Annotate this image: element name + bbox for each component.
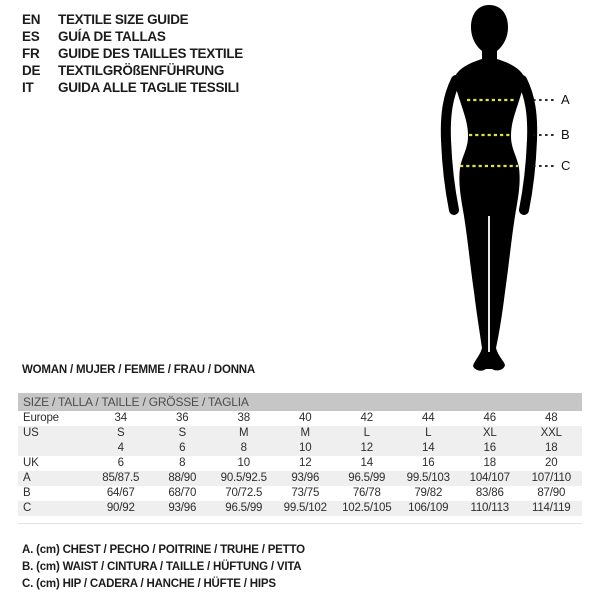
size-table-row [18,486,582,501]
size-cell: 34 [114,412,127,424]
size-row-label [18,441,90,456]
size-cell: XXL [540,427,562,439]
size-cell: 87/90 [537,487,566,499]
size-cell: 36 [176,412,189,424]
size-cell: 114/119 [532,502,571,514]
size-cell: 90.5/92.5 [220,472,267,484]
woman-silhouette-graphic [403,0,600,380]
size-cell: 68/70 [168,487,197,499]
language-row [22,45,243,62]
size-cell: 110/113 [470,502,509,514]
size-cell: 96.5/99 [225,502,263,514]
size-cell: 48 [545,412,558,424]
size-row-label: Europe [23,412,59,424]
size-cell: 90/92 [106,502,135,514]
hip-legend-line: C. (cm) HIP / CADERA / HANCHE / HÜFTE / HIPS [22,578,276,590]
size-cell: 104/107 [469,472,510,484]
size-cell: 14 [360,457,373,469]
size-cell: 38 [237,412,250,424]
size-cell: 16 [422,457,435,469]
size-row-label: C [23,502,32,514]
size-cell: 102.5/105 [342,502,392,514]
size-table-row [18,471,582,486]
size-cell: 42 [360,412,373,424]
size-cell: S [117,427,125,439]
size-figure [403,0,600,380]
size-cell: 46 [483,412,496,424]
language-code: ES [22,29,40,44]
size-table-row [18,411,582,426]
size-table-body [18,411,582,516]
size-cell: 79/82 [414,487,443,499]
size-cell: 16 [483,442,496,454]
size-cell: 12 [360,442,373,454]
language-row [22,79,243,96]
size-cell: 12 [299,457,312,469]
size-cell: 10 [299,442,312,454]
size-cell: 14 [422,442,435,454]
table-bottom-divider [18,523,582,524]
size-cell: 44 [422,412,435,424]
size-cell: 73/75 [291,487,320,499]
size-cell: 106/109 [408,502,449,514]
size-row-label: A [23,472,31,484]
size-cell: 93/96 [291,472,320,484]
size-row-label: B [23,487,31,499]
hip-marker-label: C [561,158,571,173]
size-cell: L [425,427,432,439]
language-title: TEXTILE SIZE GUIDE [58,12,189,27]
size-table-row [18,456,582,471]
waist-legend-line: B. (cm) WAIST / CINTURA / TAILLE / HÜFTUNG / VITA [22,561,302,573]
language-code: EN [22,12,41,27]
language-row [22,28,243,45]
size-cell: S [178,427,186,439]
language-title: TEXTILGRÖßENFÜHRUNG [58,63,225,78]
size-cell: 88/90 [168,472,197,484]
chest-marker-label: A [561,92,570,107]
size-cell: 40 [299,412,312,424]
size-cell: 96.5/99 [348,472,386,484]
size-cell: 4 [117,442,124,454]
size-cell: 8 [240,442,247,454]
size-cell: M [300,427,310,439]
size-row-label: UK [23,457,39,469]
language-title: GUÍA DE TALLAS [58,29,166,44]
language-row [22,62,243,79]
size-cell: 10 [237,457,250,469]
language-list [22,11,243,96]
size-cell: 107/110 [531,472,571,484]
size-cell: 99.5/102 [283,502,327,514]
size-cell: 64/67 [106,487,135,499]
size-cell: 83/86 [475,487,504,499]
language-row [22,11,243,28]
measurement-legend [22,542,305,593]
size-cell: 6 [179,442,186,454]
size-cell: 8 [179,457,186,469]
size-cell: 85/87.5 [102,472,140,484]
section-title: WOMAN / MUJER / FEMME / FRAU / DONNA [22,364,256,376]
woman-left-arm-shape [446,80,456,210]
size-table-row [18,426,582,441]
woman-right-arm-shape [522,80,532,210]
size-cell: 6 [117,457,124,469]
size-cell: 70/72.5 [225,487,263,499]
language-code: DE [22,63,41,78]
size-table-row [18,441,582,456]
language-code: IT [22,80,34,95]
size-cell: 76/78 [352,487,381,499]
size-cell: L [363,427,370,439]
size-cell: 18 [483,457,496,469]
size-cell: 20 [545,457,558,469]
language-code: FR [22,46,40,61]
size-cell: M [239,427,249,439]
size-table [18,393,582,516]
waist-marker-label: B [561,127,570,142]
size-cell: 99.5/103 [406,472,450,484]
size-table-header: SIZE / TALLA / TAILLE / GRÖSSE / TAGLIA [18,393,582,411]
language-title: GUIDA ALLE TAGLIE TESSILI [58,80,239,95]
size-cell: XL [482,427,497,439]
size-cell: 18 [545,442,558,454]
size-row-label: US [23,427,39,439]
chest-legend-line: A. (cm) CHEST / PECHO / POITRINE / TRUHE / PETTO [22,544,305,556]
size-cell: 93/96 [168,502,197,514]
size-table-row [18,501,582,516]
language-title: GUIDE DES TAILLES TEXTILE [58,46,244,61]
